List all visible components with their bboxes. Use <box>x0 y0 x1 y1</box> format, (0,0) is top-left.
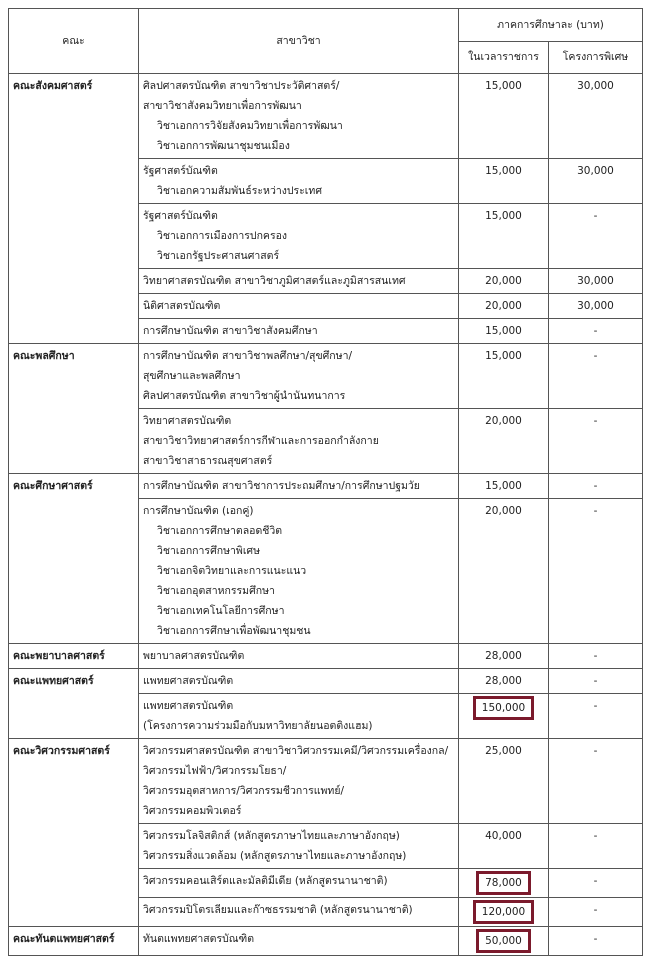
regular-fee-value: 15,000 <box>485 350 522 362</box>
program-cell <box>139 409 459 474</box>
faculty-cell: คณะพยาบาลศาสตร์ <box>9 644 139 669</box>
program-cell <box>139 644 459 669</box>
special-fee-cell: - <box>549 644 643 669</box>
table-row <box>9 644 643 669</box>
program-cell <box>139 869 459 898</box>
program-line: วิศวกรรมอุตสาหการ/วิศวกรรมชีวการแพทย์/ <box>143 785 345 797</box>
program-line: วิชาเอกการพัฒนาชุมชนเมือง <box>157 140 290 152</box>
program-cell <box>139 319 459 344</box>
program-line: การศึกษาบัณฑิต สาขาวิชาสังคมศึกษา <box>143 325 318 337</box>
regular-fee-value: 150,000 <box>473 696 534 720</box>
program-line: วิศวกรรมไฟฟ้า/วิศวกรรมโยธา/ <box>143 765 287 777</box>
program-cell <box>139 294 459 319</box>
faculty-cell: คณะแพทยศาสตร์ <box>9 669 139 739</box>
header-fee-group: ภาคการศึกษาละ (บาท) <box>459 9 643 42</box>
regular-fee-value: 15,000 <box>485 80 522 92</box>
program-line: รัฐศาสตร์บัณฑิต <box>143 165 218 177</box>
program-line: สาขาวิชาวิทยาศาสตร์การกีฬาและการออกกำลังกาย <box>143 435 379 447</box>
table-row <box>9 474 643 499</box>
regular-fee-cell <box>459 344 549 409</box>
program-cell <box>139 204 459 269</box>
special-fee-cell: - <box>549 824 643 869</box>
fee-document <box>8 8 642 956</box>
program-cell <box>139 74 459 159</box>
program-line: วิชาเอกเทคโนโลยีการศึกษา <box>157 605 285 617</box>
regular-fee-value: 50,000 <box>476 929 531 953</box>
program-line: วิชาเอกจิตวิทยาและการแนะแนว <box>157 565 307 577</box>
program-line: ศิลปศาสตรบัณฑิต สาขาวิชาประวัติศาสตร์/ <box>143 80 340 92</box>
program-line: วิศวกรรมศาสตรบัณฑิต สาขาวิชาวิศวกรรมเคมี/วิศวกรรมเครื่องกล/ <box>143 745 449 757</box>
program-line: วิชาเอกการศึกษาพิเศษ <box>157 545 261 557</box>
special-fee-cell: - <box>549 927 643 956</box>
special-fee-cell: 30,000 <box>549 294 643 319</box>
program-cell <box>139 344 459 409</box>
program-line: ศิลปศาสตรบัณฑิต สาขาวิชาผู้นำนันทนาการ <box>143 390 346 402</box>
program-line: แพทยศาสตรบัณฑิต <box>143 700 234 712</box>
program-cell <box>139 474 459 499</box>
regular-fee-value: 20,000 <box>485 275 522 287</box>
special-fee-cell: - <box>549 739 643 824</box>
regular-fee-cell <box>459 644 549 669</box>
regular-fee-cell <box>459 669 549 694</box>
regular-fee-value: 15,000 <box>485 480 522 492</box>
program-line: สาขาวิชาสาธารณสุขศาสตร์ <box>143 455 273 467</box>
program-cell <box>139 898 459 927</box>
program-line: วิศวกรรมคอมพิวเตอร์ <box>143 805 242 817</box>
program-line: แพทยศาสตรบัณฑิต <box>143 675 234 687</box>
program-line: วิชาเอกการวิจัยสังคมวิทยาเพื่อการพัฒนา <box>157 120 343 132</box>
special-fee-cell: - <box>549 898 643 927</box>
program-cell <box>139 499 459 644</box>
program-line: การศึกษาบัณฑิต สาขาวิชาการประถมศึกษา/การศึกษาปฐมวัย <box>143 480 420 492</box>
program-cell <box>139 927 459 956</box>
special-fee-cell: - <box>549 474 643 499</box>
regular-fee-value: 28,000 <box>485 675 522 687</box>
special-fee-cell: - <box>549 344 643 409</box>
special-fee-cell: - <box>549 694 643 739</box>
fee-table <box>8 8 643 956</box>
regular-fee-cell <box>459 474 549 499</box>
faculty-cell: คณะทันตแพทยศาสตร์ <box>9 927 139 956</box>
program-line: วิศวกรรมคอนเสิร์ตและมัลติมีเดีย (หลักสูตรนานาชาติ) <box>143 875 388 887</box>
program-cell <box>139 159 459 204</box>
special-fee-cell: 30,000 <box>549 269 643 294</box>
regular-fee-value: 15,000 <box>485 325 522 337</box>
regular-fee-cell <box>459 294 549 319</box>
program-line: วิศวกรรมโลจิสติกส์ (หลักสูตรภาษาไทยและภาษาอังกฤษ) <box>143 830 400 842</box>
regular-fee-value: 15,000 <box>485 210 522 222</box>
special-fee-cell: - <box>549 669 643 694</box>
program-line: วิชาเอกรัฐประศาสนศาสตร์ <box>157 250 280 262</box>
header-special: โครงการพิเศษ <box>549 41 643 74</box>
regular-fee-value: 78,000 <box>476 871 531 895</box>
program-cell <box>139 694 459 739</box>
header-faculty: คณะ <box>9 9 139 74</box>
program-line: นิติศาสตรบัณฑิต <box>143 300 221 312</box>
program-line: สาขาวิชาสังคมวิทยาเพื่อการพัฒนา <box>143 100 302 112</box>
program-line: พยาบาลศาสตรบัณฑิต <box>143 650 245 662</box>
header-row-1 <box>9 9 643 42</box>
regular-fee-value: 20,000 <box>485 415 522 427</box>
program-line: สุขศึกษาและพลศึกษา <box>143 370 241 382</box>
special-fee-cell: - <box>549 409 643 474</box>
regular-fee-cell <box>459 319 549 344</box>
table-row <box>9 927 643 956</box>
regular-fee-value: 20,000 <box>485 300 522 312</box>
regular-fee-cell <box>459 824 549 869</box>
program-line: วิศวกรรมปิโตรเลียมและก๊าซธรรมชาติ (หลักสูตรนานาชาติ) <box>143 904 413 916</box>
special-fee-cell: 30,000 <box>549 159 643 204</box>
program-cell <box>139 824 459 869</box>
special-fee-cell: - <box>549 319 643 344</box>
program-line: วิชาเอกความสัมพันธ์ระหว่างประเทศ <box>157 185 322 197</box>
regular-fee-cell <box>459 409 549 474</box>
regular-fee-cell <box>459 204 549 269</box>
regular-fee-cell <box>459 159 549 204</box>
regular-fee-value: 120,000 <box>473 900 534 924</box>
regular-fee-cell <box>459 499 549 644</box>
regular-fee-cell <box>459 898 549 927</box>
regular-fee-cell <box>459 739 549 824</box>
regular-fee-value: 28,000 <box>485 650 522 662</box>
program-line: รัฐศาสตร์บัณฑิต <box>143 210 218 222</box>
regular-fee-cell <box>459 694 549 739</box>
program-cell <box>139 269 459 294</box>
program-cell <box>139 669 459 694</box>
program-cell <box>139 739 459 824</box>
program-line: วิชาเอกอุตสาหกรรมศึกษา <box>157 585 275 597</box>
regular-fee-cell <box>459 869 549 898</box>
program-line: การศึกษาบัณฑิต (เอกคู่) <box>143 505 254 517</box>
table-row <box>9 344 643 409</box>
regular-fee-value: 20,000 <box>485 505 522 517</box>
program-line: วิชาเอกการเมืองการปกครอง <box>157 230 288 242</box>
program-line: วิชาเอกการศึกษาเพื่อพัฒนาชุมชน <box>157 625 311 637</box>
program-line: การศึกษาบัณฑิต สาขาวิชาพลศึกษา/สุขศึกษา/ <box>143 350 353 362</box>
fee-table-body <box>9 74 643 956</box>
program-line: ทันตแพทยศาสตรบัณฑิต <box>143 933 255 945</box>
special-fee-cell: - <box>549 499 643 644</box>
program-line: วิทยาศาสตรบัณฑิต <box>143 415 232 427</box>
program-line: วิศวกรรมสิ่งแวดล้อม (หลักสูตรภาษาไทยและภาษาอังกฤษ) <box>143 850 407 862</box>
faculty-cell: คณะศึกษาศาสตร์ <box>9 474 139 644</box>
special-fee-cell: 30,000 <box>549 74 643 159</box>
table-row <box>9 739 643 824</box>
regular-fee-value: 15,000 <box>485 165 522 177</box>
program-line: วิชาเอกการศึกษาตลอดชีวิต <box>157 525 283 537</box>
table-row <box>9 669 643 694</box>
regular-fee-cell <box>459 269 549 294</box>
header-program: สาขาวิชา <box>139 9 459 74</box>
regular-fee-cell <box>459 927 549 956</box>
faculty-cell: คณะวิศวกรรมศาสตร์ <box>9 739 139 927</box>
faculty-cell: คณะสังคมศาสตร์ <box>9 74 139 344</box>
table-row <box>9 74 643 159</box>
header-regular: ในเวลาราชการ <box>459 41 549 74</box>
special-fee-cell: - <box>549 204 643 269</box>
program-line: (โครงการความร่วมมือกับมหาวิทยาลัยนอตติงแฮม) <box>143 720 373 732</box>
special-fee-cell: - <box>549 869 643 898</box>
regular-fee-cell <box>459 74 549 159</box>
faculty-cell: คณะพลศึกษา <box>9 344 139 474</box>
program-line: วิทยาศาสตรบัณฑิต สาขาวิชาภูมิศาสตร์และภูมิสารสนเทศ <box>143 275 406 287</box>
regular-fee-value: 25,000 <box>485 745 522 757</box>
regular-fee-value: 40,000 <box>485 830 522 842</box>
